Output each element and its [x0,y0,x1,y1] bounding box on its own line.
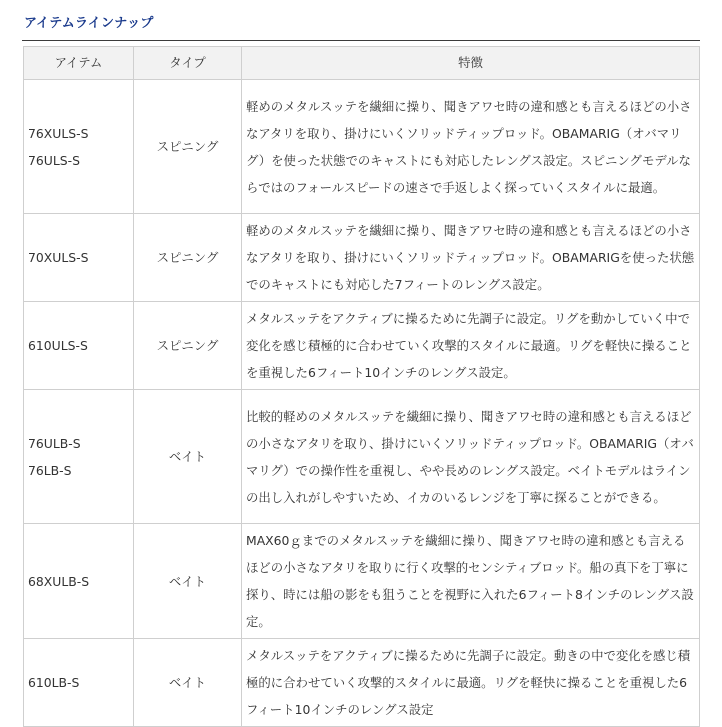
item-model: 76LB-S [28,462,72,478]
item-lineup-table [23,46,700,727]
table-row [24,524,700,639]
table-row [24,390,700,524]
type-cell: スピニング [134,80,242,214]
table-row [24,80,700,214]
table-row [24,214,700,302]
feature-cell: 比較的軽めのメタルスッテを繊細に操り、聞きアワセ時の違和感とも言えるほどの小さなアタリを取り、掛けにいくソリッドティップロッド。OBAMARIG（オバマリグ）での操作性を重視し、やや長めのレングス設定。ベイトモデルはラインの出し入れがしやすいため、イカのいるレンジを丁寧に探ることができる。 [242,390,700,524]
type-cell: ベイト [134,390,242,524]
item-cell [24,639,134,727]
item-cell [24,80,134,214]
feature-cell: メタルスッテをアクティブに操るために先調子に設定。リグを動かしていく中で変化を感じ積極的に合わせていく攻撃的スタイルに最適。リグを軽快に操ることを重視した6フィート10インチのレングス設定。 [242,302,700,390]
type-cell: ベイト [134,524,242,639]
item-cell [24,302,134,390]
feature-cell: 軽めのメタルスッテを繊細に操り、聞きアワセ時の違和感とも言えるほどの小さなアタリを取り、掛けにいくソリッドティップロッド。OBAMARIG（オバマリグ）を使った状態でのキャストにも対応したレングス設定。スピニングモデルならではのフォールスピードの速さで手返しよく探っていくスタイルに最適。 [242,80,700,214]
feature-cell: メタルスッテをアクティブに操るために先調子に設定。動きの中で変化を感じ積極的に合わせていく攻撃的スタイルに最適。リグを軽快に操ることを重視した6フィート10インチのレングス設定 [242,639,700,727]
feature-cell: MAX60ｇまでのメタルスッテを繊細に操り、聞きアワセ時の違和感とも言えるほどの小さなアタリを取りに行く攻撃的センシティブロッド。船の真下を丁寧に探り、時には船の影をも狙うことを視野に入れた6フィート8インチのレングス設定。 [242,524,700,639]
item-model: 610LB-S [28,675,80,690]
item-model: 76ULS-S [28,152,80,168]
item-model: 70XULS-S [28,250,89,265]
feature-cell: 軽めのメタルスッテを繊細に操り、聞きアワセ時の違和感とも言えるほどの小さなアタリを取り、掛けにいくソリッドティップロッド。OBAMARIGを使った状態でのキャストにも対応した7フィートのレングス設定。 [242,214,700,302]
type-cell: スピニング [134,302,242,390]
item-model: 68XULB-S [28,573,90,589]
item-model: 76ULB-S [28,435,81,451]
section-title: アイテムラインナップ [24,16,154,31]
item-cell [24,524,134,639]
title-divider [22,40,700,41]
item-model: 76XULS-S [28,125,89,141]
table-row [24,302,700,390]
table-header-row [24,47,700,80]
item-cell [24,390,134,524]
header-feature: 特徴 [242,47,700,80]
type-cell: ベイト [134,639,242,727]
header-type: タイプ [134,47,242,80]
header-item: アイテム [24,47,134,80]
item-model: 610ULS-S [28,338,88,353]
item-cell [24,214,134,302]
type-cell: スピニング [134,214,242,302]
table-row [24,639,700,727]
